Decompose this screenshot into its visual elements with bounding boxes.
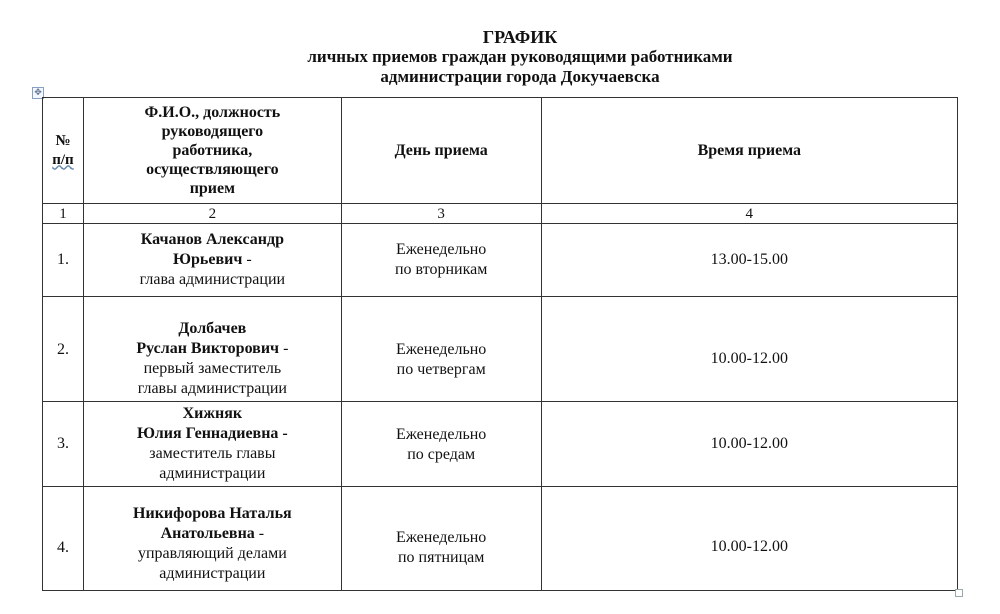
official-name: Руслан Викторович — [136, 340, 280, 357]
header-name-line-2: руководящего — [161, 123, 264, 140]
official-name: Юлия Геннадиевна - — [136, 425, 288, 442]
official-name: Долбачев — [178, 320, 247, 337]
official-name: Юрьевич — [173, 251, 243, 268]
table-row — [43, 487, 958, 591]
official-position: заместитель главы — [149, 445, 276, 462]
header-row — [43, 98, 958, 204]
reception-time: 10.00-12.00 — [541, 402, 957, 487]
reception-time: 10.00-12.00 — [541, 297, 957, 402]
official-position: администрации — [159, 465, 266, 482]
index-cell: 4 — [541, 204, 957, 224]
name-dash: - — [254, 524, 265, 542]
header-name-line-5: прием — [189, 180, 236, 197]
official-position: администрации — [159, 564, 266, 582]
table-move-handle-icon[interactable]: ✥ — [32, 87, 44, 99]
official-name: Анатольевна — [160, 524, 255, 542]
document-title — [0, 27, 1000, 87]
header-name-line-1: Ф.И.О., должность — [144, 104, 281, 121]
reception-time: 13.00-15.00 — [541, 224, 957, 297]
header-name-line-3: работника, — [172, 142, 253, 159]
day-frequency: Еженедельно — [396, 241, 487, 258]
official-position: первый заместитель — [143, 360, 282, 377]
official-name: Никифорова Наталья — [133, 504, 292, 522]
official-position: глава администрации — [139, 271, 286, 288]
official-cell — [83, 487, 341, 591]
row-number: 4. — [43, 487, 84, 591]
reception-day — [341, 402, 541, 487]
header-name — [83, 98, 341, 204]
header-num-line-1: № — [55, 132, 71, 149]
title-line-1: ГРАФИК — [482, 27, 558, 47]
header-num — [43, 98, 84, 204]
title-line-3: администрации города Докучаевска — [380, 67, 660, 86]
table-resize-handle-icon[interactable] — [955, 589, 963, 597]
row-number: 2. — [43, 297, 84, 402]
row-number: 1. — [43, 224, 84, 297]
header-time: Время приема — [541, 98, 957, 204]
reception-day — [341, 224, 541, 297]
name-dash: - — [242, 251, 252, 268]
official-name: Хижняк — [182, 405, 243, 422]
reception-day — [341, 297, 541, 402]
index-row — [43, 204, 958, 224]
header-name-line-4: осуществляющего — [146, 161, 279, 178]
table-row — [43, 297, 958, 402]
header-num-line-2: п/п — [52, 151, 74, 168]
row-number: 3. — [43, 402, 84, 487]
official-cell — [83, 297, 341, 402]
official-cell — [83, 224, 341, 297]
reception-day — [341, 487, 541, 591]
day-weekday: по вторникам — [394, 261, 488, 278]
day-frequency: Еженедельно — [396, 426, 487, 443]
reception-time: 10.00-12.00 — [541, 487, 957, 591]
header-day: День приема — [341, 98, 541, 204]
official-name: Качанов Александр — [140, 231, 284, 248]
schedule-table — [42, 97, 958, 591]
official-position: управляющий делами — [137, 544, 287, 562]
index-cell: 2 — [83, 204, 341, 224]
official-position: главы администрации — [137, 380, 287, 397]
index-cell: 3 — [341, 204, 541, 224]
day-weekday: по средам — [407, 446, 476, 463]
day-weekday: по пятницам — [397, 548, 485, 566]
index-cell: 1 — [43, 204, 84, 224]
table-row — [43, 224, 958, 297]
name-dash: - — [279, 340, 289, 357]
title-line-2: личных приемов граждан руководящими работниками — [307, 47, 733, 66]
day-frequency: Еженедельно — [396, 341, 487, 358]
day-weekday: по четвергам — [396, 361, 486, 378]
table-row — [43, 402, 958, 487]
official-cell — [83, 402, 341, 487]
day-frequency: Еженедельно — [396, 528, 487, 546]
